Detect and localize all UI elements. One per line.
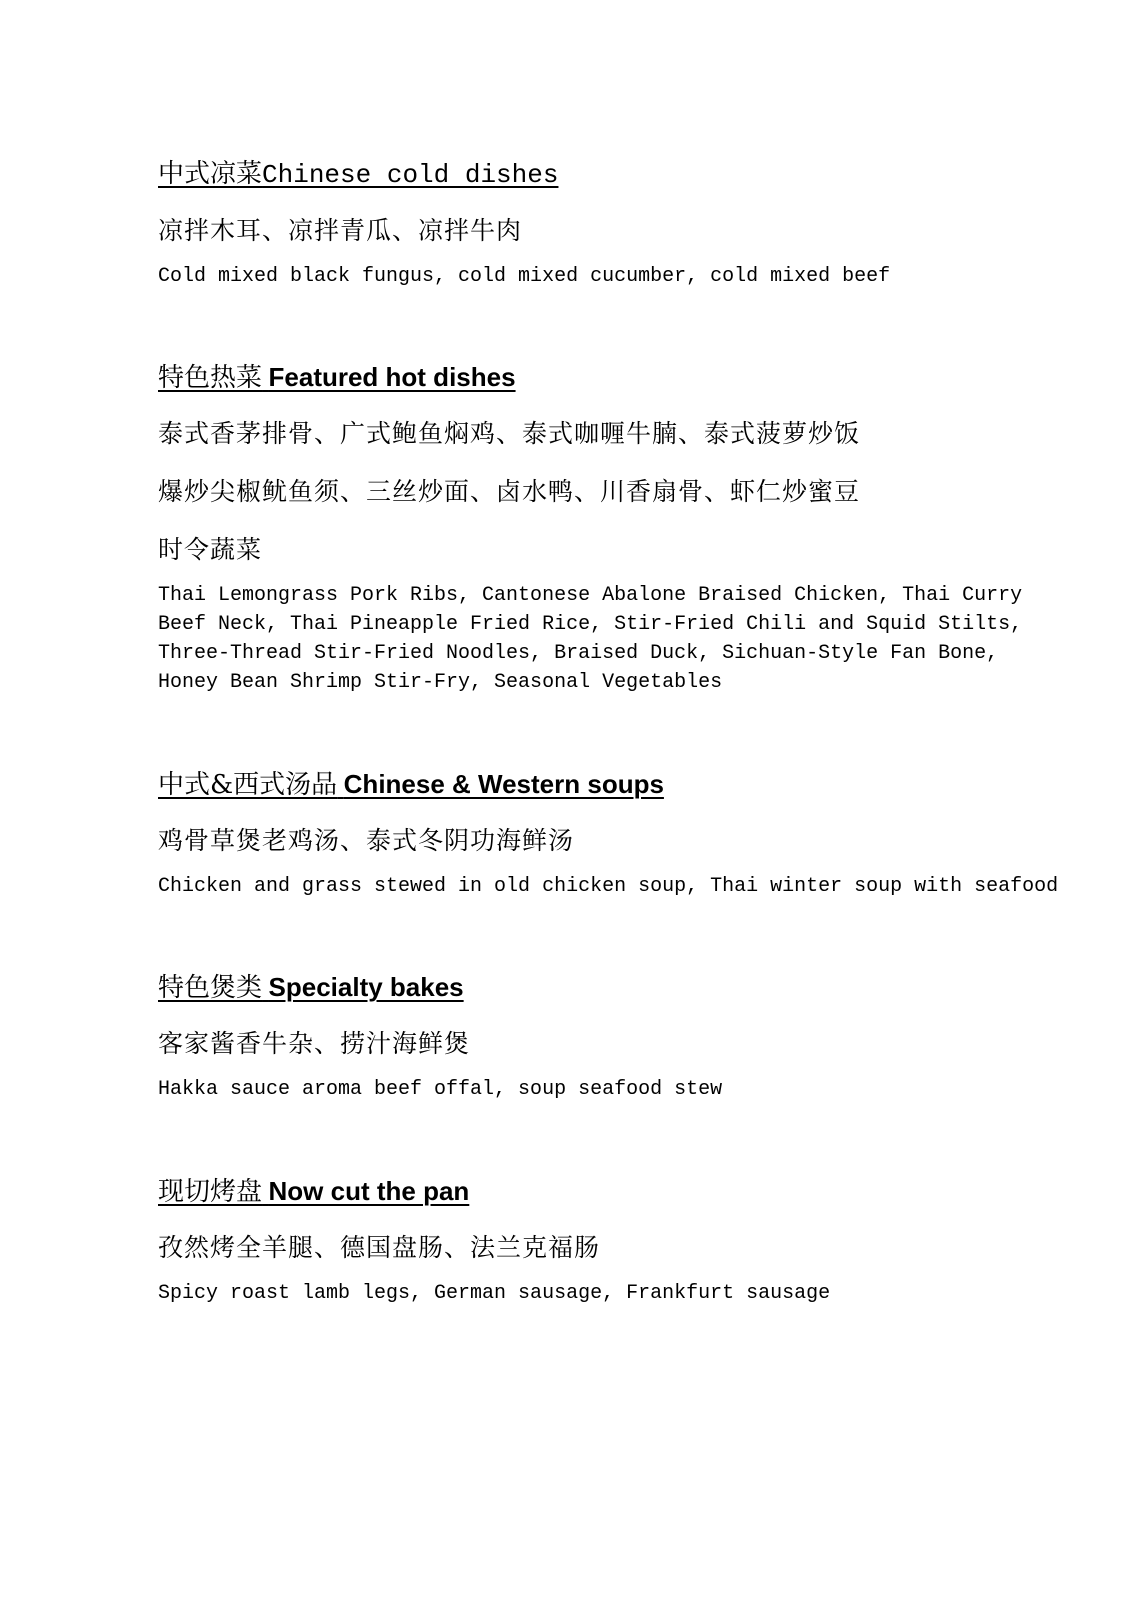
- heading-cn: 现切烤盘: [158, 1177, 263, 1207]
- section-heading-soups: [158, 767, 664, 802]
- dish-list-cn: 孜然烤全羊腿、德国盘肠、法兰克福肠: [158, 1233, 601, 1262]
- heading-cn: 特色热菜: [158, 363, 263, 393]
- heading-cn: 中式凉菜: [158, 159, 263, 189]
- dish-list-en-line-3: Three-Thread Stir-Fried Noodles, Braised Duck, Sichuan-Style Fan Bone,: [158, 642, 999, 665]
- section-heading-bakes: [158, 970, 464, 1005]
- heading-en: Chinese & Western soups: [343, 769, 664, 799]
- dish-list-cn: 客家酱香牛杂、捞汁海鲜煲: [158, 1029, 471, 1058]
- heading-en: Featured hot dishes: [268, 362, 516, 392]
- dish-list-cn-line-2: 爆炒尖椒鱿鱼须、三丝炒面、卤水鸭、川香扇骨、虾仁炒蜜豆: [158, 477, 861, 506]
- heading-en: Specialty bakes: [268, 972, 464, 1002]
- dish-list-cn-line-3: 时令蔬菜: [158, 535, 263, 564]
- heading-cn: 特色煲类: [158, 973, 263, 1003]
- dish-list-en-line-1: Thai Lemongrass Pork Ribs, Cantonese Abalone Braised Chicken, Thai Curry: [158, 584, 1023, 607]
- dish-list-cn: 凉拌木耳、凉拌青瓜、凉拌牛肉: [158, 216, 523, 245]
- section-heading-hot-dishes: [158, 360, 516, 395]
- heading-en: Chinese cold dishes: [262, 160, 559, 190]
- heading-cn: 中式&西式汤品: [158, 770, 338, 800]
- dish-list-en: Cold mixed black fungus, cold mixed cucumber, cold mixed beef: [158, 265, 891, 288]
- section-heading-cut-pan: [158, 1174, 469, 1209]
- dish-list-en-line-4: Honey Bean Shrimp Stir-Fry, Seasonal Vegetables: [158, 671, 723, 694]
- dish-list-en: Hakka sauce aroma beef offal, soup seafood stew: [158, 1078, 723, 1101]
- dish-list-en-line-2: Beef Neck, Thai Pineapple Fried Rice, Stir-Fried Chili and Squid Stilts,: [158, 613, 1023, 636]
- dish-list-cn: 鸡骨草煲老鸡汤、泰式冬阴功海鲜汤: [158, 826, 575, 855]
- heading-en: Now cut the pan: [268, 1176, 470, 1206]
- dish-list-en: Chicken and grass stewed in old chicken soup, Thai winter soup with seafood: [158, 875, 1059, 898]
- dish-list-cn-line-1: 泰式香茅排骨、广式鲍鱼焖鸡、泰式咖喱牛腩、泰式菠萝炒饭: [158, 419, 861, 448]
- section-heading-cold-dishes: [158, 157, 558, 192]
- dish-list-en: Spicy roast lamb legs, German sausage, Frankfurt sausage: [158, 1282, 831, 1305]
